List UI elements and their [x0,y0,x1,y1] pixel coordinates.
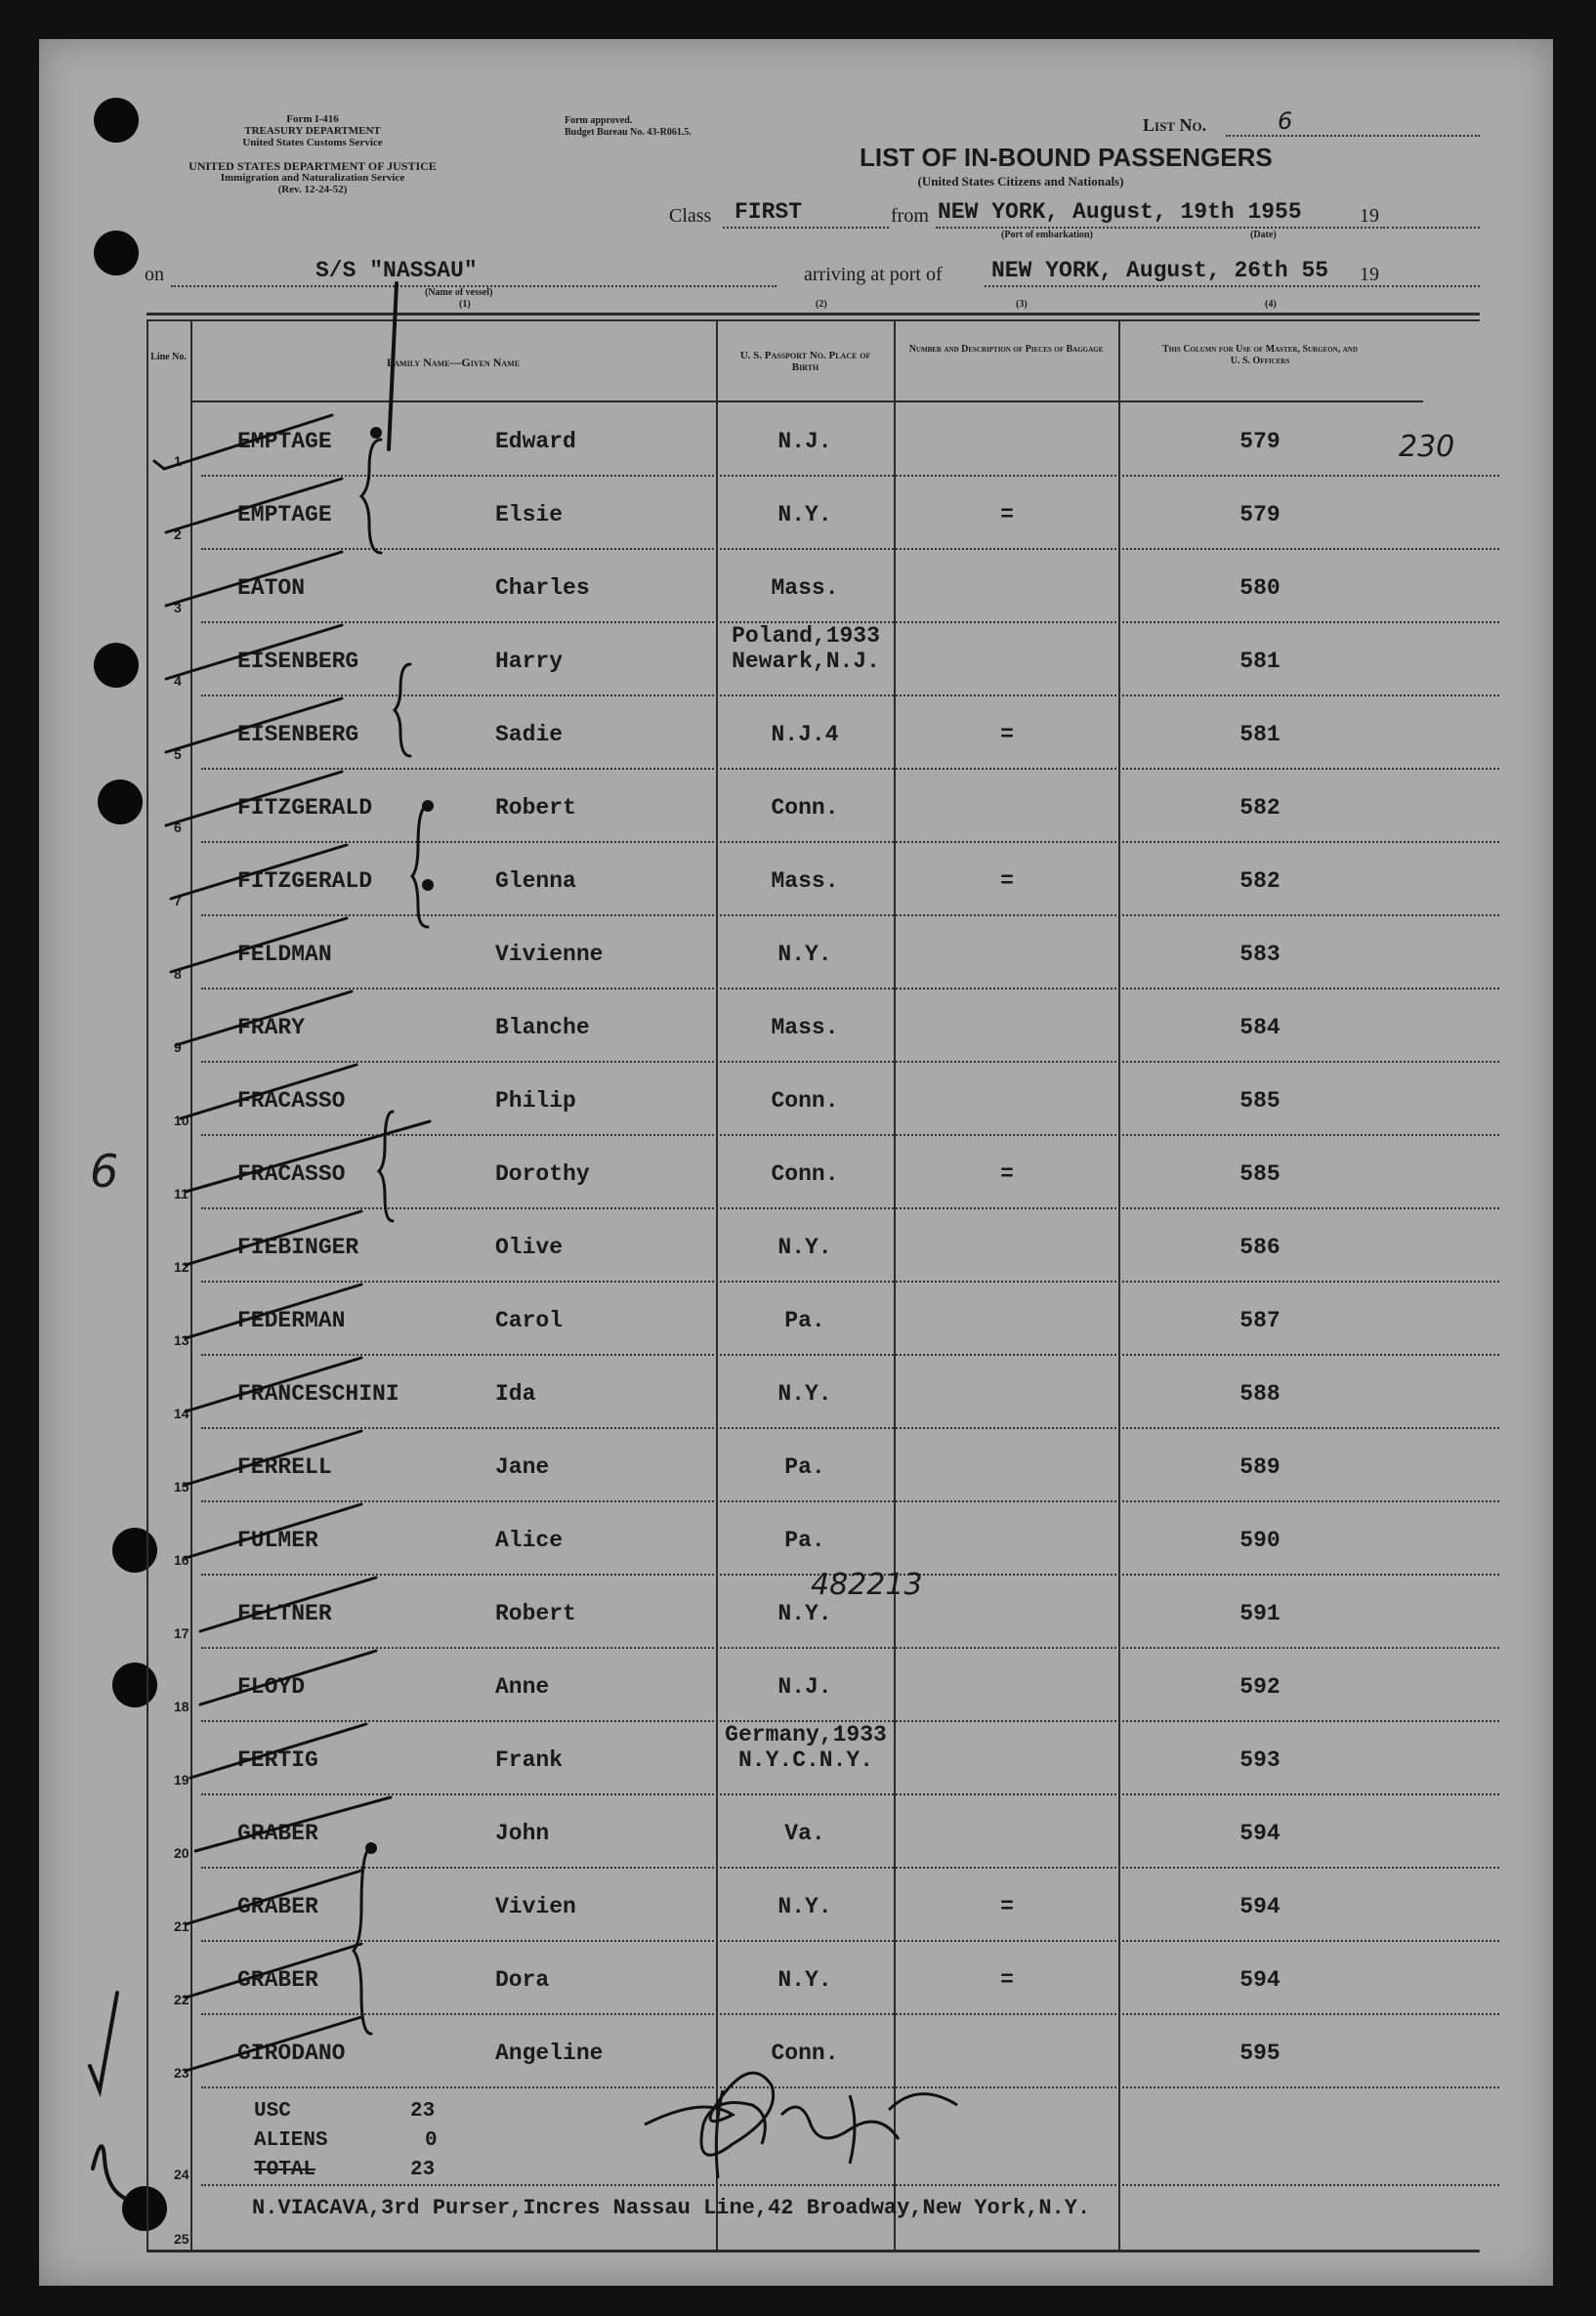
form-approved: Form approved. [565,115,633,126]
margin-note-230: 230 [1399,430,1455,464]
baggage: = [1000,502,1014,527]
given-name: Frank [495,1748,564,1773]
family-name: FELTNER [237,1601,332,1626]
date-caption: (Date) [1250,230,1277,240]
baggage: = [1000,1967,1014,1993]
officer-number: 585 [1239,1088,1281,1114]
officer-number: 579 [1239,429,1281,454]
line-number: 8 [174,966,182,982]
bracket-mark [395,664,410,756]
officer-number: 585 [1239,1161,1281,1187]
line-number: 2 [174,526,182,542]
given-name: Sadie [495,722,564,747]
place-of-birth: N.J. [777,1674,832,1700]
revision-label: (Rev. 12-24-52) [277,184,348,195]
line-number: 19 [174,1772,189,1788]
given-name: Ida [495,1381,536,1407]
place-of-birth-origin: Germany,1933 [725,1722,887,1748]
given-name: Jane [495,1454,550,1480]
baggage: = [1000,1894,1014,1919]
family-name: FRACASSO [237,1161,346,1187]
arriving-year-suffix: 19 [1360,264,1379,285]
line-number: 22 [174,1992,189,2007]
officer-number: 591 [1239,1601,1281,1626]
given-name: Edward [495,429,576,454]
total-label: TOTAL [254,2159,316,2181]
given-name: Dora [495,1967,550,1993]
line-number: 6 [174,820,182,835]
family-name: GRABER [237,1821,318,1846]
col-header-baggage: Number and Description of Pieces of Baggage [908,344,1104,355]
officer-number: 579 [1239,502,1281,527]
ins-label: Immigration and Naturalization Service [220,172,405,184]
line-number: 12 [174,1259,189,1275]
arriving-label: arriving at port of [804,264,943,285]
col3-num: (3) [1016,299,1028,310]
officer-number: 584 [1239,1015,1281,1040]
bracket-mark [354,1848,371,2034]
line-number: 10 [174,1113,189,1128]
family-name: FELDMAN [237,942,332,967]
given-name: Charles [495,575,590,601]
given-name: Alice [495,1528,564,1553]
signature-scribble [645,2073,957,2178]
place-of-birth: N.Y. [777,942,832,967]
given-name: Philip [495,1088,576,1114]
place-of-birth: N.J.4 [771,722,839,747]
col-header-name: Family Name—Given Name [386,356,521,369]
family-name: EATON [237,575,306,601]
port-embarkation-caption: (Port of embarkation) [1001,230,1093,240]
col-header-officers: This Column for Use of Master, Surgeon, and U. S. Officers [1162,344,1358,366]
family-name: FEDERMAN [237,1308,346,1333]
family-name: GIRODANO [237,2041,346,2066]
vessel-caption: (Name of vessel) [425,287,493,298]
family-name: FERTIG [237,1748,318,1773]
line-number: 18 [174,1699,189,1714]
officer-number: 588 [1239,1381,1281,1407]
given-name: Vivienne [495,942,604,967]
handwritten-passport-number: 482213 [811,1568,923,1602]
vertical-pen-line [389,283,397,449]
place-of-birth: N.Y. [777,1381,832,1407]
line-number: 5 [174,746,182,762]
baggage: = [1000,868,1014,894]
officer-number: 594 [1239,1821,1281,1846]
officer-number: 581 [1239,722,1281,747]
given-name: Carol [495,1308,564,1333]
line-number: 23 [174,2065,189,2081]
class-label: Class [669,205,712,227]
class-value: FIRST [735,199,803,225]
place-of-birth: Conn. [771,1161,839,1187]
place-of-birth: Newark,N.J. [732,649,880,674]
family-name: FITZGERALD [237,795,373,821]
line-number: 25 [174,2231,189,2247]
given-name: Angeline [495,2041,604,2066]
family-name: FITZGERALD [237,868,373,894]
given-name: Blanche [495,1015,590,1040]
place-of-birth: N.Y. [777,502,832,527]
place-of-birth: N.Y. [777,1894,832,1919]
arriving-value: NEW YORK, August, 26th 55 [991,258,1329,283]
on-label: on [145,264,164,285]
handwritten-marks [39,39,1553,2286]
line-number: 24 [174,2167,189,2182]
given-name: Olive [495,1235,564,1260]
officer-number: 595 [1239,2041,1281,2066]
officer-number: 586 [1239,1235,1281,1260]
line-number: 15 [174,1479,189,1495]
given-name: Dorothy [495,1161,590,1187]
officer-number: 587 [1239,1308,1281,1333]
given-name: Harry [495,649,564,674]
aliens-count: 0 [425,2129,438,2152]
officer-number: 593 [1239,1748,1281,1773]
family-name: EISENBERG [237,722,359,747]
line-number: 20 [174,1845,189,1861]
usc-count: 23 [410,2100,436,2123]
list-no-value: 6 [1278,107,1293,135]
baggage: = [1000,1161,1014,1187]
place-of-birth: Pa. [784,1308,825,1333]
given-name: Robert [495,1601,576,1626]
family-name: FLOYD [237,1674,306,1700]
page-title: LIST OF IN-BOUND PASSENGERS [860,143,1273,172]
customs-service: United States Customs Service [242,137,383,148]
page-subtitle: (United States Citizens and Nationals) [917,174,1124,189]
officer-number: 589 [1239,1454,1281,1480]
line-number: 11 [174,1186,189,1201]
check-ticks [90,415,430,2198]
usc-label: USC [254,2100,291,2123]
family-name: FIEBINGER [237,1235,359,1260]
purser-line: N.VIACAVA,3rd Purser,Incres Nassau Line,42 Broadway,New York,N.Y. [252,2196,1091,2220]
budget-bureau: Budget Bureau No. 43-R061.5. [565,127,692,138]
vessel-caption-num: (1) [459,299,471,310]
bracket-mark [412,806,428,927]
given-name: Robert [495,795,576,821]
bracket-mark [379,1112,393,1221]
line-number: 1 [174,453,182,469]
line-number: 4 [174,673,182,689]
family-name: FRARY [237,1015,306,1040]
family-name: GRABER [237,1894,318,1919]
officer-number: 580 [1239,575,1281,601]
given-name: Anne [495,1674,550,1700]
col2-num: (2) [816,299,827,310]
form-number: Form I-416 [286,113,339,125]
officer-number: 594 [1239,1894,1281,1919]
officer-number: 581 [1239,649,1281,674]
officer-number: 583 [1239,942,1281,967]
officer-number: 590 [1239,1528,1281,1553]
place-of-birth: Conn. [771,795,839,821]
bracket-mark [361,440,381,553]
aliens-label: ALIENS [254,2129,328,2152]
place-of-birth: Va. [784,1821,825,1846]
total-count: 23 [410,2159,436,2181]
line-number: 13 [174,1332,189,1348]
treasury-department: TREASURY DEPARTMENT [244,125,381,137]
from-value: NEW YORK, August, 19th 1955 [938,199,1302,225]
col4-num: (4) [1265,299,1277,310]
family-name: EMPTAGE [237,429,332,454]
line-number: 9 [174,1039,182,1055]
family-name: EISENBERG [237,649,359,674]
place-of-birth: N.J. [777,429,832,454]
family-name: EMPTAGE [237,502,332,527]
family-name: FRACASSO [237,1088,346,1114]
family-name: FRANCESCHINI [237,1381,399,1407]
from-year-suffix: 19 [1360,205,1379,227]
vessel-name: S/S "NASSAU" [315,258,478,283]
place-of-birth: Conn. [771,1088,839,1114]
officer-number: 594 [1239,1967,1281,1993]
place-of-birth: Mass. [771,868,839,894]
place-of-birth: N.Y.C.N.Y. [737,1748,874,1773]
place-of-birth: N.Y. [777,1601,832,1626]
family-name: GRABER [237,1967,318,1993]
line-number: 7 [174,893,182,908]
line-number: 16 [174,1552,189,1568]
officer-number: 592 [1239,1674,1281,1700]
from-label: from [891,205,929,227]
line-number: 3 [174,600,182,615]
place-of-birth: Mass. [771,1015,839,1040]
col-header-passport: U. S. Passport No. Place of Birth [739,350,871,373]
place-of-birth: Conn. [771,2041,839,2066]
line-number: 14 [174,1406,189,1421]
department-of-justice: UNITED STATES DEPARTMENT OF JUSTICE [189,159,437,173]
family-name: FULMER [237,1528,318,1553]
place-of-birth: Pa. [784,1528,825,1553]
given-name: Vivien [495,1894,576,1919]
line-number: 17 [174,1625,189,1641]
given-name: Glenna [495,868,576,894]
side-note-6: 6 [90,1145,119,1198]
given-name: Elsie [495,502,564,527]
officer-number: 582 [1239,868,1281,894]
list-no-label: List No. [1143,115,1207,135]
place-of-birth: Mass. [771,575,839,601]
place-of-birth: N.Y. [777,1967,832,1993]
place-of-birth: N.Y. [777,1235,832,1260]
given-name: John [495,1821,550,1846]
place-of-birth-origin: Poland,1933 [732,623,880,649]
col-header-line-no: Line No. [150,352,187,362]
passenger-list-document [39,39,1553,2286]
officer-number: 582 [1239,795,1281,821]
place-of-birth: Pa. [784,1454,825,1480]
baggage: = [1000,722,1014,747]
line-number: 21 [174,1918,189,1934]
family-name: FERRELL [237,1454,332,1480]
